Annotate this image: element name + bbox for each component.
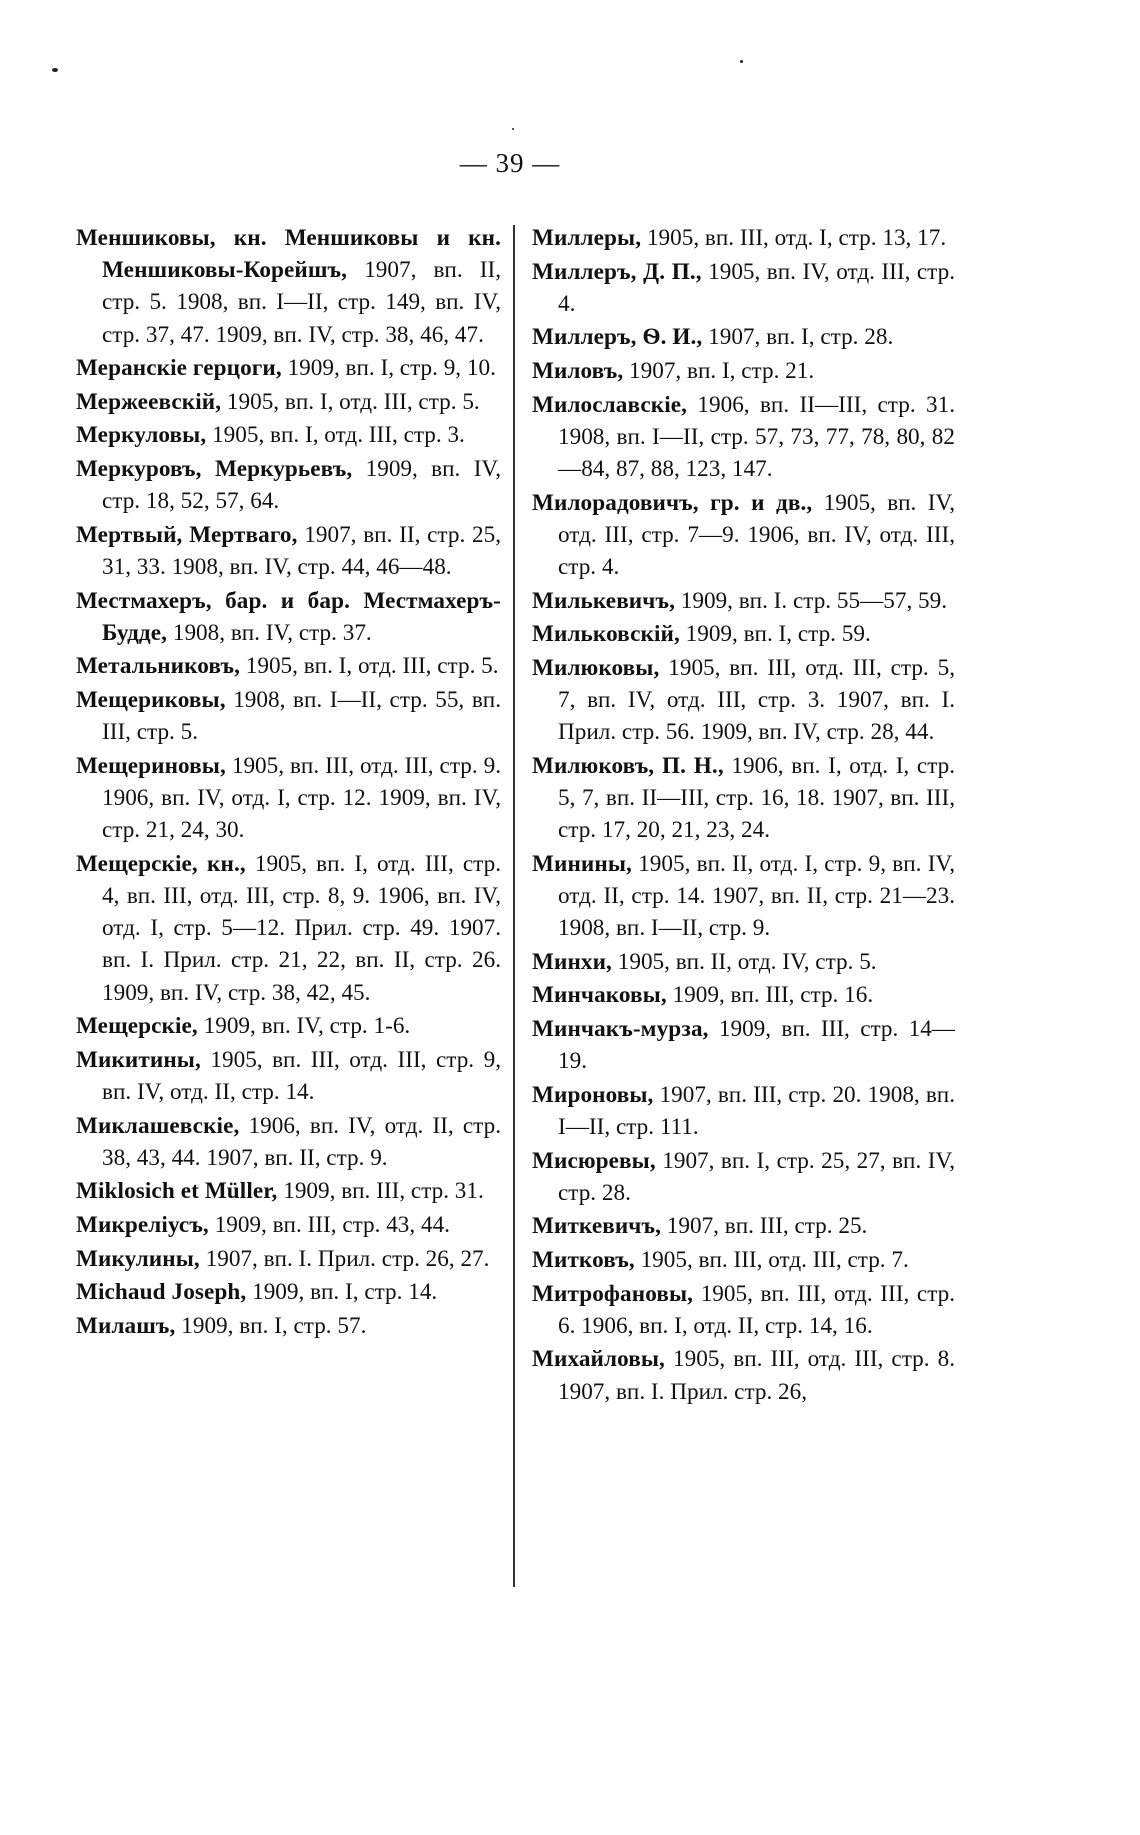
entry-references: 1906, вп. II—III, стр. 31. 1908, вп. I—II, стр. 57, 73, 77, 78, 80, 82—84, 87, 88, 123, 147.	[558, 391, 955, 482]
entry-headword: Митрофановы,	[532, 1280, 694, 1307]
index-entry	[76, 1010, 501, 1042]
index-entry	[76, 684, 501, 748]
column-divider	[513, 225, 515, 1587]
index-entry	[76, 750, 501, 847]
entry-headword: Меркуловы,	[76, 422, 207, 449]
scan-speck	[512, 128, 514, 130]
entry-references: 1909, вп. I, стр. 9, 10.	[281, 355, 496, 382]
entry-headword: Минхи,	[532, 948, 612, 975]
entry-headword: Милюковы,	[532, 654, 660, 681]
entry-headword: Мертвый, Мертваго,	[76, 521, 298, 548]
entry-references: 1909, вп. III, стр. 31.	[277, 1178, 484, 1205]
entry-headword: Минины,	[532, 850, 632, 877]
index-entry	[76, 1175, 501, 1207]
entry-references: 1907, вп. III, стр. 20. 1908, вп. I—II, стр. 111.	[558, 1081, 955, 1140]
entry-headword: Мержеевскій,	[76, 388, 222, 415]
entry-references: 1909, вп. I, стр. 57.	[175, 1312, 367, 1339]
entry-headword: Милославскіе,	[532, 391, 688, 418]
entry-headword: Мещериновы,	[76, 752, 226, 779]
entry-references: 1906, вп. I, отд. I, стр. 5, 7, вп. II—III, стр. 16, 18. 1907, вп. III, стр. 17, 20, 21, 23, 24.	[558, 752, 955, 844]
entry-headword: Миллеръ, Ѳ. И.,	[532, 324, 703, 351]
entry-references: 1905, вп. III, отд. III, стр. 7.	[634, 1246, 909, 1273]
scan-speck	[740, 60, 743, 63]
entry-references: 1905, вп. I, отд. III, стр. 5.	[239, 653, 499, 680]
entry-references: 1909, вп. I, стр. 14.	[246, 1279, 438, 1306]
entry-references: 1907, вп. I, стр. 25, 27, вп. IV, стр. 28.	[558, 1147, 955, 1206]
entry-headword: Меншиковы, кн. Меншиковы и кн. Меншиковы-Корейшъ,	[76, 225, 501, 284]
index-entry	[76, 519, 501, 583]
entry-references: 1908, вп. IV, стр. 37.	[167, 619, 372, 646]
entry-references: 1909, вп. III, стр. 43, 44.	[208, 1211, 450, 1238]
entry-references: 1907, вп. III, стр. 25.	[660, 1213, 868, 1240]
entry-references: 1905, вп. I, отд. III, стр. 4, вп. III, отд. III, стр. 8, 9. 1906, вп. IV, отд. I, стр. 5—12. Прил. стр. 49. 1907. вп. I. Прил. стр. 21, 22, вп. II, стр. 26. 1909, вп. IV, стр. 38, 42, 45.	[102, 850, 501, 1006]
index-entry	[532, 256, 955, 320]
entry-references: 1907, вп. I, стр. 28.	[702, 324, 894, 351]
entry-references: 1905, вп. II, отд. IV, стр. 5.	[611, 948, 877, 975]
index-entry	[76, 352, 501, 384]
index-entry	[532, 750, 955, 847]
entry-headword: Miklosich et Müller,	[76, 1178, 278, 1205]
entry-headword: Миловъ,	[532, 357, 624, 384]
entry-headword: Миткевичъ,	[532, 1213, 661, 1240]
entry-headword: Мироновы,	[532, 1081, 654, 1108]
entry-references: 1909, вп. III, стр. 14—19.	[558, 1015, 955, 1075]
entry-references: 1905, вп. I, отд. III, стр. 3.	[206, 422, 465, 449]
entry-headword: Минчаковы,	[532, 982, 667, 1009]
entry-references: 1905, вп. II, отд. I, стр. 9, вп. IV, отд. II, стр. 14. 1907, вп. II, стр. 21—23. 1908, вп. I—II, стр. 9.	[558, 850, 955, 942]
entry-references: 1905, вп. III, отд. I, стр. 13, 17.	[641, 225, 947, 251]
index-entry	[532, 389, 955, 486]
page-number: — 39 —	[459, 148, 561, 178]
entry-references: 1907, вп. II, стр. 25, 31, 33. 1908, вп. IV, стр. 44, 46—48.	[102, 521, 501, 580]
index-entry	[76, 1209, 501, 1241]
index-entry	[532, 979, 955, 1011]
entry-headword: Милорадовичъ, гр. и дв.,	[532, 489, 813, 516]
entry-references: 1905, вп. III, отд. III, стр. 9. 1906, вп. IV, отд. I, стр. 12. 1909, вп. IV, стр. 21, 24, 30.	[102, 752, 501, 844]
entry-headword: Мещериковы,	[76, 686, 226, 713]
index-entry	[76, 1044, 501, 1108]
index-entry	[532, 618, 955, 650]
index-entry	[532, 1210, 955, 1242]
entry-references: 1905, вп. III, отд. III, стр. 6. 1906, вп. I, отд. II, стр. 14, 16.	[558, 1280, 955, 1339]
entry-references: 1907, вп. I. Прил. стр. 26, 27.	[199, 1245, 490, 1272]
index-column-right	[532, 222, 955, 1409]
index-entry	[532, 946, 955, 978]
index-entry	[532, 1278, 955, 1342]
entry-references: 1905, вп. I, отд. III, стр. 5.	[221, 388, 480, 415]
entry-headword: Michaud Joseph,	[76, 1279, 247, 1306]
entry-headword: Мещерскіе, кн.,	[76, 850, 246, 877]
index-entry	[76, 1110, 501, 1174]
entry-references: 1907, вп. I, стр. 21.	[623, 357, 815, 384]
entry-headword: Мисюревы,	[532, 1147, 656, 1174]
index-entry	[532, 222, 955, 254]
index-entry	[532, 652, 955, 749]
entry-headword: Метальниковъ,	[76, 653, 240, 680]
index-entry	[76, 585, 501, 649]
index-entry	[76, 222, 501, 351]
entry-references: 1909, вп. I, стр. 59.	[679, 621, 871, 648]
entry-headword: Михайловы,	[532, 1346, 665, 1373]
entry-references: 1907, вп. II, стр. 5. 1908, вп. I—II, стр. 149, вп. IV, стр. 37, 47. 1909, вп. IV, стр. 38, 46, 47.	[102, 257, 501, 348]
index-entry	[76, 453, 501, 517]
index-entry	[532, 321, 955, 353]
entry-headword: Милькевичъ,	[532, 587, 675, 614]
index-entry	[76, 1310, 501, 1342]
index-entry	[532, 1145, 955, 1209]
index-entry	[76, 1243, 501, 1275]
index-entry	[76, 419, 501, 451]
index-entry	[76, 650, 501, 682]
index-entry	[532, 1343, 955, 1407]
index-entry	[532, 585, 955, 617]
index-entry	[532, 1079, 955, 1143]
entry-references: 1905, вп. IV, отд. III, стр. 7—9. 1906, вп. IV, отд. III, стр. 4.	[558, 489, 955, 580]
index-entry	[532, 1244, 955, 1276]
index-column-left	[76, 222, 501, 1343]
entry-headword: Миклашевскіе,	[76, 1112, 240, 1139]
entry-references: 1905, вп. IV, отд. III, стр. 4.	[558, 258, 955, 317]
entry-references: 1909, вп. IV, стр. 18, 52, 57, 64.	[102, 455, 501, 515]
entry-headword: Меранскіе герцоги,	[76, 355, 282, 382]
index-entry	[532, 1013, 955, 1077]
entry-references: 1905, вп. III, отд. III, стр. 8. 1907, вп. I. Прил. стр. 26,	[558, 1346, 955, 1405]
entry-headword: Мильковскій,	[532, 621, 680, 648]
index-entry	[76, 848, 501, 1009]
entry-headword: Милюковъ, П. Н.,	[532, 752, 724, 779]
entry-headword: Местмахеръ, бар. и бар. Местмахеръ-Будде,	[76, 587, 501, 646]
index-entry	[532, 848, 955, 945]
index-entry	[532, 355, 955, 387]
entry-references: 1909, вп. I. стр. 55—57, 59.	[674, 587, 948, 614]
entry-headword: Микитины,	[76, 1046, 201, 1073]
entry-headword: Минчакъ-мурза,	[532, 1015, 709, 1042]
entry-references: 1909, вп. IV, стр. 1-6.	[197, 1013, 411, 1040]
entry-headword: Миллеръ, Д. П.,	[532, 258, 702, 285]
entry-headword: Микулины,	[76, 1245, 200, 1272]
entry-headword: Миллеры,	[532, 225, 642, 251]
entry-references: 1905, вп. III, отд. III, стр. 5, 7, вп. IV, отд. III, стр. 3. 1907, вп. I. Прил. стр. 56. 1909, вп. IV, стр. 28, 44.	[558, 654, 955, 746]
entry-references: 1906, вп. IV, отд. II, стр. 38, 43, 44. 1907, вп. II, стр. 9.	[102, 1112, 501, 1171]
scan-speck	[52, 68, 58, 72]
index-entry	[532, 487, 955, 584]
entry-references: 1905, вп. III, отд. III, стр. 9, вп. IV, отд. II, стр. 14.	[102, 1046, 501, 1105]
index-entry	[76, 386, 501, 418]
entry-references: 1908, вп. I—II, стр. 55, вп. III, стр. 5.	[102, 686, 501, 746]
entry-headword: Милашъ,	[76, 1312, 176, 1339]
entry-references: 1909, вп. III, стр. 16.	[666, 982, 874, 1009]
index-entry	[76, 1276, 501, 1308]
entry-headword: Микреліусъ,	[76, 1211, 209, 1238]
entry-headword: Меркуровъ, Меркурьевъ,	[76, 455, 353, 482]
entry-headword: Митковъ,	[532, 1246, 635, 1273]
entry-headword: Мещерскіе,	[76, 1013, 198, 1040]
